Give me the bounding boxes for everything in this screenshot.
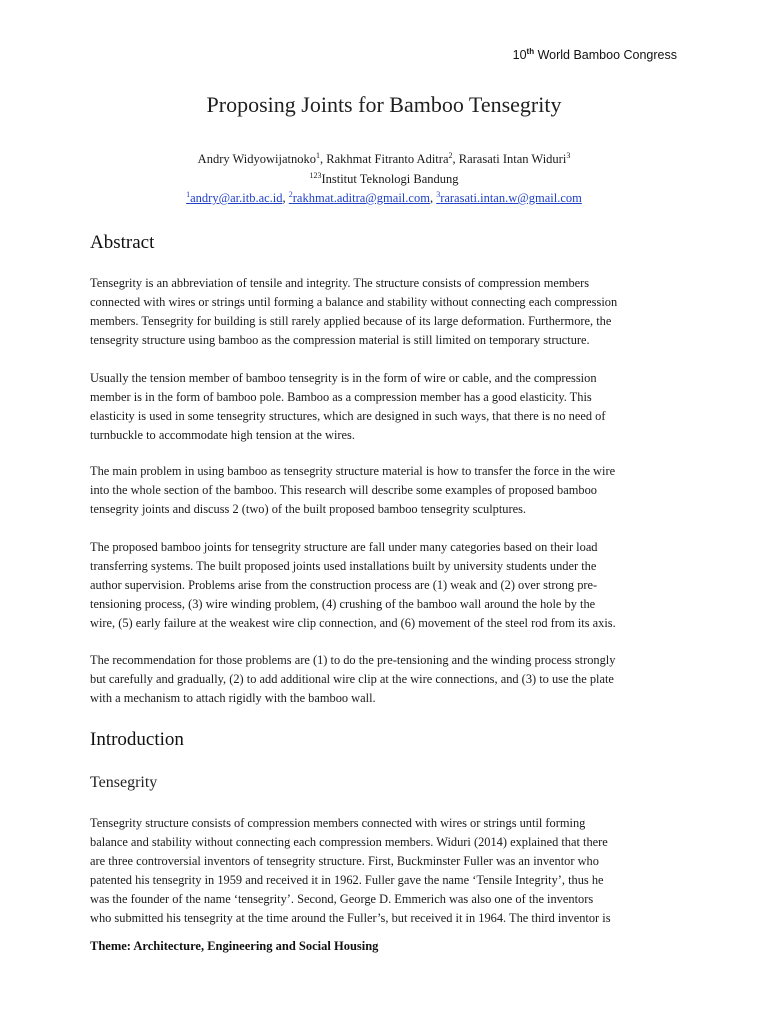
text-line: was the founder of the name ‘tensegrity’. Second, George D. Emmerich was also one of the inventors: [90, 892, 594, 906]
author-2: , Rakhmat Fitranto Aditra: [320, 152, 449, 166]
text-line: member is in the form of bamboo pole. Bamboo as a compression member has a good elasticity. This: [90, 390, 592, 404]
email-3-sup: 3: [436, 189, 441, 199]
email-3-address: rarasati.intan.w@gmail.com: [440, 191, 582, 205]
paper-title: Proposing Joints for Bamboo Tensegrity: [206, 92, 562, 117]
text-line: are three controversial inventors of tensegrity structure. First, Buckminster Fuller was an inventor who: [90, 854, 599, 868]
congress-number: 10: [512, 48, 527, 63]
email-link-1[interactable]: [186, 191, 282, 205]
text-line: balance and stability without connecting each compression members. Widuri (2014) explained that there: [90, 835, 608, 849]
email-1-address: andry@ar.itb.ac.id: [190, 191, 283, 205]
author-1-sup: 1: [316, 150, 321, 160]
author-3: , Rarasati Intan Widuri: [452, 152, 567, 166]
introduction-heading: Introduction: [90, 729, 184, 750]
abstract-paragraph-4: [90, 538, 690, 633]
text-line: Tensegrity structure consists of compression members connected with wires or strings until forming: [90, 816, 586, 830]
abstract-paragraph-3: [90, 462, 690, 519]
email-separator: ,: [282, 191, 289, 205]
text-line: The proposed bamboo joints for tensegrity structure are fall under many categories based on their load: [90, 540, 598, 554]
text-line: but carefully and gradually, (2) to add additional wire clip at the wire connections, and (3) to use the plate: [90, 672, 614, 686]
email-1-sup: 1: [186, 189, 191, 199]
text-line: The recommendation for those problems are (1) to do the pre-tensioning and the winding process strongly: [90, 653, 616, 667]
text-line: into the whole section of the bamboo. This research will describe some examples of proposed bamboo: [90, 483, 597, 497]
introduction-paragraph: [90, 814, 690, 928]
email-list: [0, 191, 768, 206]
text-line: members. Tensegrity for building is still rarely applied because of its large deformation. Furthermore, the: [90, 314, 612, 328]
author-2-sup: 2: [448, 150, 453, 160]
abstract-paragraph-1: [90, 274, 690, 350]
text-line: The main problem in using bamboo as tensegrity structure material is how to transfer the force in the wire: [90, 464, 616, 478]
footer-theme: Theme: Architecture, Engineering and Social Housing: [90, 939, 379, 953]
text-line: with a mechanism to attach rigidly with the bamboo wall.: [90, 691, 376, 705]
abstract-paragraph-2: [90, 369, 690, 445]
affiliation-sup: 123: [309, 170, 322, 180]
abstract-heading: Abstract: [90, 232, 155, 253]
text-line: author supervision. Problems arise from the construction process are (1) weak and (2) over strong pre-: [90, 578, 598, 592]
author-3-sup: 3: [566, 150, 571, 160]
email-2-address: rakhmat.aditra@gmail.com: [292, 191, 430, 205]
text-line: Tensegrity is an abbreviation of tensile and integrity. The structure consists of compression members: [90, 276, 590, 290]
text-line: who submitted his tensegrity at the time around the Fuller’s, but received it in 1964. The third inventor is: [90, 911, 611, 925]
email-link-2[interactable]: [289, 191, 430, 205]
email-2-sup: 2: [288, 189, 293, 199]
email-separator: ,: [429, 191, 437, 205]
tensegrity-subheading: Tensegrity: [90, 774, 158, 791]
congress-name: World Bamboo Congress: [534, 48, 677, 63]
affiliation-name: Institut Teknologi Bandung: [321, 172, 459, 186]
affiliation: [0, 172, 768, 187]
text-line: connected with wires or strings until forming a balance and stability without connecting each compression: [90, 295, 618, 309]
author-1: Andry Widyowijatnoko: [197, 152, 317, 166]
text-line: turnbuckle to accommodate high tension at the wires.: [90, 428, 355, 442]
text-line: wire, (5) early failure at the weakest wire clip connection, and (6) movement of the steel rod from its axis.: [90, 616, 616, 630]
running-header: [513, 47, 677, 62]
text-line: transferring systems. The built proposed joints used installations built by university students under the: [90, 559, 597, 573]
text-line: Usually the tension member of bamboo tensegrity is in the form of wire or cable, and the compression: [90, 371, 597, 385]
text-line: elasticity is used in some tensegrity structures, which are designed in such ways, that there is no need of: [90, 409, 606, 423]
congress-ordinal: th: [526, 47, 535, 56]
email-link-3[interactable]: [436, 191, 582, 205]
text-line: tensioning process, (3) wire winding problem, (4) crushing of the bamboo wall around the hole by the: [90, 597, 596, 611]
text-line: tensegrity joints and discuss 2 (two) of the built proposed bamboo tensegrity sculptures.: [90, 502, 527, 516]
text-line: patented his tensegrity in 1959 and received it in 1962. Fuller gave the name ‘Tensile Integrity’, thus he: [90, 873, 604, 887]
text-line: tensegrity structure using bamboo as the compression material is still limited on temporary structure.: [90, 333, 590, 347]
abstract-paragraph-5: [90, 651, 690, 708]
author-list: [0, 152, 768, 167]
